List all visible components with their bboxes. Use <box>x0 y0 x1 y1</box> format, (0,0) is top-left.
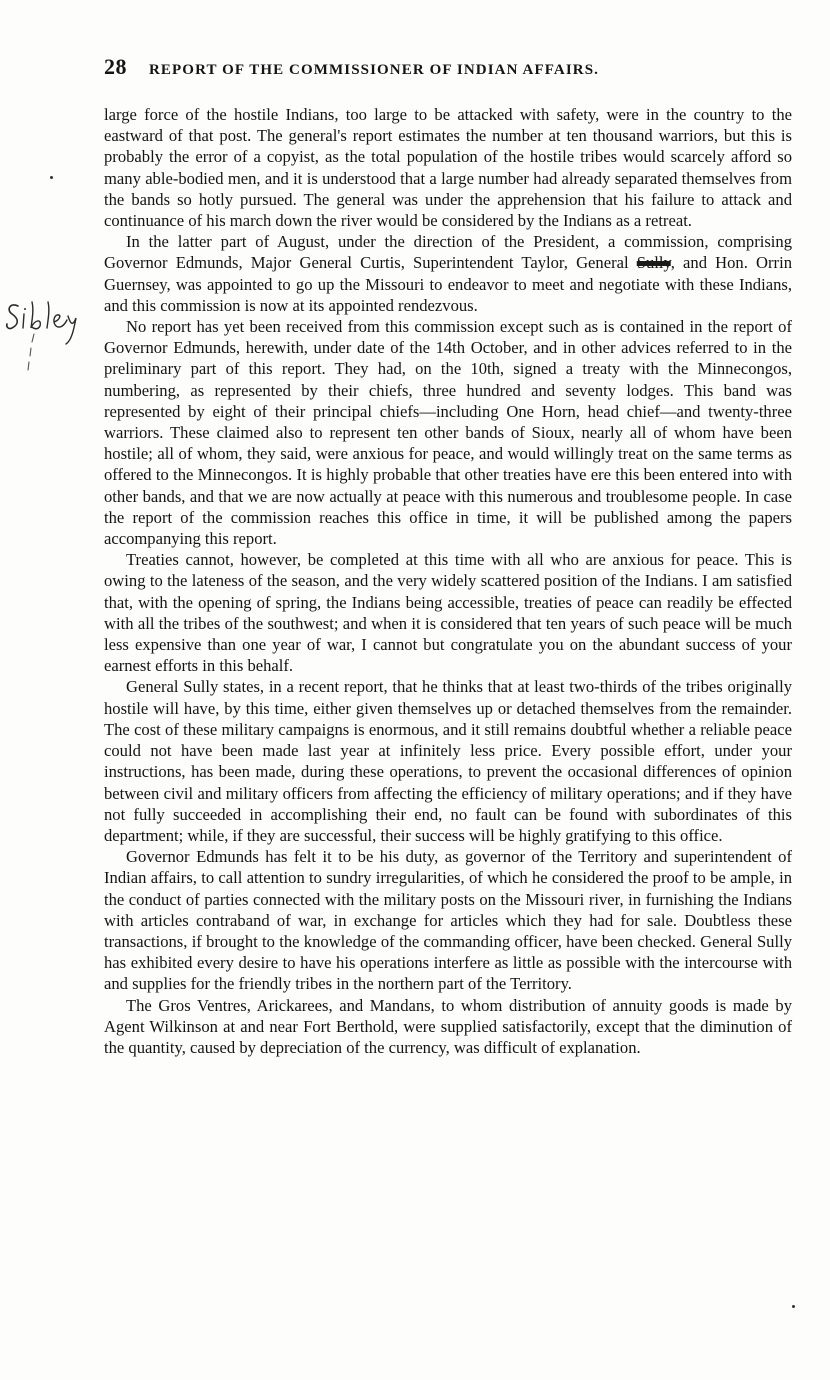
paragraph: General Sully states, in a recent report, that he thinks that at least two-thirds of the tribes originally hostile will have, by this time, either given themselves up or detached themselves from the remainder. The cost of these military campaigns is enormous, and it still remains doubtful whether a reliable peace could not have been made last year at infinitely less price. Every possible effort, under your instructions, has been made, during these operations, to prevent the occasional differences of opinion between civil and military officers from affecting the efficiency of military operations; and if they have not fully succeeded in accomplishing their end, no fault can be found with subordinates of this department; while, if they are successful, their success will be highly gratifying to this office. <box>104 677 792 845</box>
struck-out-name: Sully <box>636 253 671 273</box>
report-title: REPORT OF THE COMMISSIONER OF INDIAN AFFAIRS. <box>149 62 599 78</box>
stray-mark <box>792 1305 795 1308</box>
handwritten-sibley-signature <box>4 300 104 380</box>
report-body <box>104 104 792 1058</box>
paragraph: large force of the hostile Indians, too large to be attacked with safety, were in the country to the eastward of that post. The general's report estimates the number at ten thousand warriors, but this is probably the error of a copyist, as the total population of the hostile tribes would scarcely afford so many able-bodied men, and it is understood that a large number had already separated themselves from the bands so hotly pursued. The general was under the apprehension that his failure to attack and continuance of his march down the river would be considered by the Indians as a retreat. <box>104 105 792 231</box>
paragraph <box>104 231 792 316</box>
paragraph: Treaties cannot, however, be completed at this time with all who are anxious for peace. This is owing to the lateness of the season, and the very widely scattered position of the Indians. I am satisfied that, with the opening of spring, the Indians being accessible, treaties of peace can readily be effected with all the tribes of the southwest; and when it is considered that ten years of such peace will be much less expensive than one year of war, I cannot but congratulate you on the abundant success of your earnest efforts in this behalf. <box>104 550 792 676</box>
running-header <box>104 54 724 84</box>
handwritten-margin-note <box>4 300 104 380</box>
paragraph: No report has yet been received from this commission except such as is contained in the report of Governor Edmunds, herewith, under date of the 14th October, and in other advices referred to in the preliminary part of this report. They had, on the 10th, signed a treaty with the Minnecongos, numbering, as represented by their chiefs, three hundred and seventy lodges. This band was represented by eight of their principal chiefs—including One Horn, head chief—and twenty-three warriors. These claimed also to represent ten other bands of Sioux, nearly all of whom have been hostile; all of whom, they said, were anxious for peace, and would willingly treat on the same terms as offered to the Minnecongos. It is highly probable that other treaties have ere this been entered into with other bands, and that we are now actually at peace with this numerous and troublesome people. In case the report of the commission reaches this office in time, it will be published among the papers accompanying this report. <box>104 317 792 549</box>
stray-mark <box>50 176 53 179</box>
page-number: 28 <box>104 54 127 79</box>
paragraph-text: , and Hon. Orrin Guernsey, was appointed to go up the Missouri to endeavor to meet and negotiate with these Indians, and this commission is now at its appointed rendezvous. <box>104 253 792 315</box>
paragraph: The Gros Ventres, Arickarees, and Mandans, to whom distribution of annuity goods is made by Agent Wilkinson at and near Fort Berthold, were supplied satisfactorily, except that the diminution of the quantity, caused by depreciation of the currency, was difficult of explanation. <box>104 995 792 1057</box>
paragraph: Governor Edmunds has felt it to be his duty, as governor of the Territory and superintendent of Indian affairs, to call attention to sundry irregularities, of which he considered the proof to be ample, in the conduct of parties connected with the military posts on the Missouri river, in furnishing the Indians with articles contraband of war, in exchange for articles which they had for sale. Doubtless these transactions, if brought to the knowledge of the commanding officer, have been checked. General Sully has exhibited every desire to have his operations interfere as little as possible with the intercourse with and supplies for the friendly tribes in the northern part of the Territory. <box>104 847 792 994</box>
paragraph-text: In the latter part of August, under the direction of the President, a commission, comprising Governor Edmunds, Major General Curtis, Superintendent Taylor, General <box>104 232 792 273</box>
